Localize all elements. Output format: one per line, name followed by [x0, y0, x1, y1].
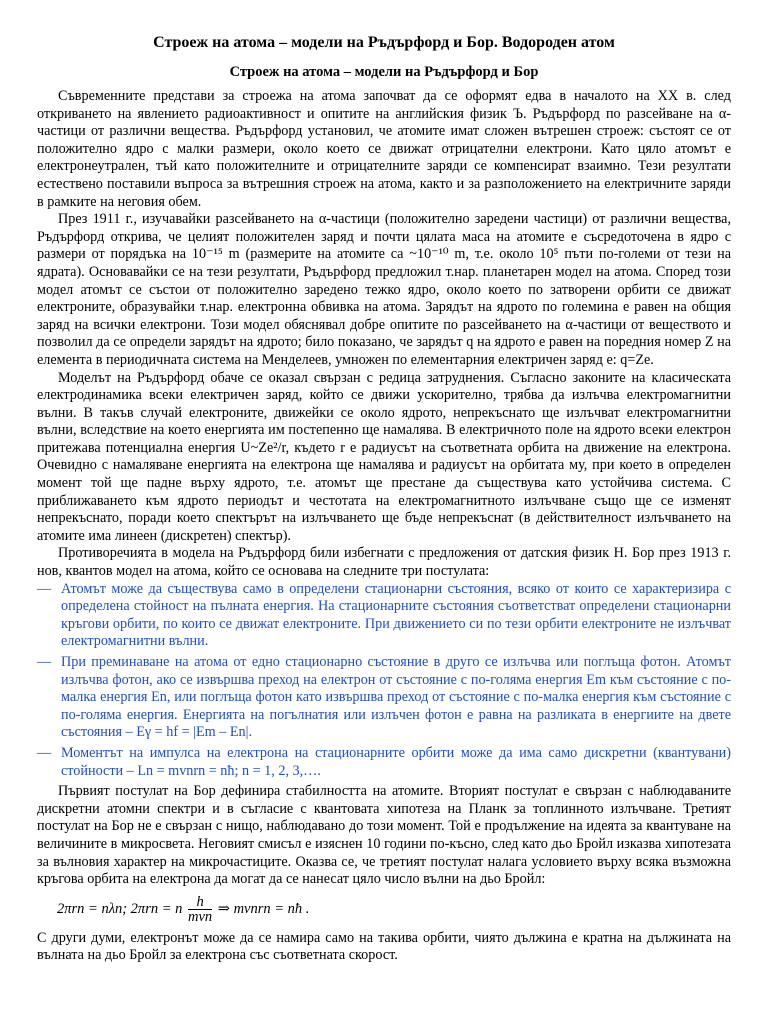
paragraph-2: През 1911 г., изучавайки разсейването на α-частици (положително заредени частици) от различни вещества, Ръдърфорд открива, че целият положителен заряд и почти цялата маса на атомите е съсредоточена в ядро с размери от порядъка на 10⁻¹⁵ m (размерите на атомите са ~10⁻¹⁰ m, т.е. около 10⁵ пъти по-големи от тези на ядрата). Основавайки се на тези резултати, Ръдърфорд предложил т.нар. планетарен модел на атома. Според този модел атомът се състои от положително заредено тежко ядро, около което по затворени орбити се движат електроните, образувайки т.нар. електронна обвивка на атома. Зарядът на ядрото по големина е равен на общия заряд на всички електрони. Този модел обяснявал добре опитите по разсейването на α-частици от веществото и позволил да се определи зарядът на ядрото; било показано, че зарядът q на ядрото е равен на поредния номер Z на елемента в периодичната система на Менделеев, умножен по елементарния електричен заряд e: q=Ze. — [37, 211, 731, 368]
section-heading: Строеж на атома – модели на Ръдърфорд и Бор — [229, 64, 539, 80]
fraction-denominator: mvn — [188, 908, 213, 925]
de-broglie-formula — [57, 895, 731, 924]
postulate-3-text: Моментът на импулса на електрона на стационарните орбити може да има само дискретни (квантувани) стойности – Ln = mvnrn = nħ; n = 1, 2, 3,…. — [61, 744, 731, 779]
paragraph-5: Първият постулат на Бор дефинира стабилността на атомите. Вторият постулат е свързан с наблюдаваните дискретни атомни спектри и в съгласие с квантовата хипотеза на Планк за топлинното излъчване. Третият постулат на Бор не е свързан с нищо, наблюдавано до този момент. Той е продължение на идеята за квантуване на величините в микросвета. Неговият смисъл е изяснен 10 години по-късно, след като дьо Бройл изказва хипотезата за вълновия характер на микрочастиците. Оказва се, че третият постулат налага условието върху всяка възможна кръгова орбита на електрона да могат да се нанесат цяло число вълни на дьо Бройл: — [37, 783, 731, 888]
page-title: Строеж на атома – модели на Ръдърфорд и Бор. Водороден атом — [153, 34, 615, 51]
formula-part-1: 2πrn = nλn; 2πrn = n — [57, 900, 183, 917]
postulate-1-text: Атомът може да съществува само в определени стационарни състояния, всяко от които се характеризира с определена стойност на пълната енергия. На стационарните състояния съответстват определени стационарни кръгови орбити, по които се движат електроните. При движението си по тези орбити електроните не излъчват електромагнитни вълни. — [61, 580, 731, 650]
paragraph-3: Моделът на Ръдърфорд обаче се оказал свързан с редица затруднения. Съгласно законите на класическата електродинамика всеки електричен заряд, който се движи ускорително, трябва да излъчва електромагнитни вълни. В такъв случай електроните, движейки се около ядрото, непрекъснато ще излъчват електромагнитни вълни, вследствие на което енергията им постепенно ще намалява. В електричното поле на ядрото всеки електрон притежава потенциална енергия U~Ze²/r, където r е радиусът на съответната орбита на движение на електрона. Очевидно с намаляване енергията на електрона ще намалява и радиусът на орбитата му, при което в определен момент той ще падне върху ядрото, т.е. атомът ще престане да съществува като устойчива система. С приближаването към ядрото периодът и честотата на електромагнитното излъчване също ще се изменят непрекъснато, поради което спектърът на излъчването ще бъде непрекъснат (в действителност излъчването на атомите има линеен (дискретен) спектър). — [37, 369, 731, 544]
formula-fraction — [188, 895, 212, 924]
paragraph-1: Съвременните представи за строежа на атома започват да се оформят едва в началото на XX в. след откриването на явлението радиоактивност и опитите на английския физик Ъ. Ръдърфорд по разсейване на α-частици от различни вещества. Ръдърфорд установил, че атомите имат сложен вътрешен строеж: състоят се от положително ядро с малки размери, около което се движат отрицателни електрони. Като цяло атомът е електронеутрален, тъй като положителните и отрицателните заряди се компенсират взаимно. Тези резултати естествено поставили въпроса за вътрешния строеж на атома, както и за разположението на електричните заряди в рамките на неговия обем. — [37, 88, 731, 210]
postulate-3 — [37, 745, 731, 780]
dash-marker: — — [37, 744, 52, 761]
postulate-1 — [37, 581, 731, 651]
dash-marker: — — [37, 580, 52, 597]
postulate-2-text: При преминаване на атома от едно стационарно състояние в друго се излъчва или поглъща фотон. Атомът излъчва фотон, ако се извършва преход на електрон от състояние с по-голяма енергия Em към състояние с по-малка енергия En, или поглъща фотон като извършва преход от състояние с по-малка енергия към състояние с по-голяма енергия. Енергията на погълнатия или излъчен фотон е равна на разликата в енергиите на двете състояния – Eγ = hf = |Em – En|. — [61, 654, 731, 741]
postulates-list — [37, 581, 731, 781]
dash-marker: — — [37, 654, 52, 670]
fraction-numerator: h — [188, 895, 212, 910]
paragraph-6: С други думи, електронът може да се намира само на такива орбити, чиято дължина е кратна на дължината на вълната на дьо Бройл за електрона със съответната скорост. — [37, 929, 731, 964]
postulate-2 — [37, 654, 731, 742]
paragraph-4: Противоречията в модела на Ръдърфорд били избегнати с предложения от датския физик Н. Бор през 1913 г. нов, квантов модел на атома, който се основава на следните три постулата: — [37, 545, 731, 580]
formula-part-2: ⇒ mvnrn = nħ . — [217, 900, 310, 917]
